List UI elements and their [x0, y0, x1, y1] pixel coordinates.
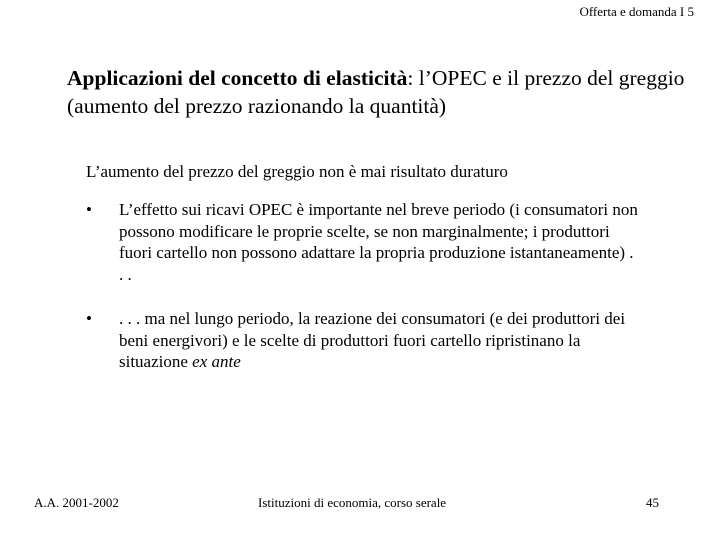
bullet-emphasis: ex ante	[192, 352, 241, 371]
running-header: Offerta e domanda I 5	[579, 4, 694, 19]
footer-course: Istituzioni di economia, corso serale	[258, 495, 447, 510]
footer-academic-year: A.A. 2001-2002	[34, 495, 119, 510]
bullet-text-container	[119, 308, 639, 373]
slide-title-bold: Applicazioni del concetto di elasticità	[67, 66, 408, 90]
footer-page-number: 45	[646, 495, 659, 510]
bullet-text: L’effetto sui ricavi OPEC è importante nel breve periodo (i consumatori non possono modificare le proprie scelte, se non marginalmente; i produttori fuori cartello non possono adattare la propria produzione istantaneamente) . . .	[119, 200, 638, 284]
slide-title	[67, 64, 687, 120]
bullet-icon: •	[86, 200, 92, 219]
lead-statement: L’aumento del prezzo del greggio non è mai risultato duraturo	[86, 162, 508, 181]
bullet-text: . . . ma nel lungo periodo, la reazione dei consumatori (e dei produttori dei beni energivori) e le scelte di produttori fuori cartello ripristinano la situazione	[119, 309, 626, 371]
bullet-icon: •	[86, 309, 92, 328]
slide-title-rest: : l’OPEC e il prezzo del greggio (aumento del prezzo razionando la quantità)	[67, 66, 685, 118]
